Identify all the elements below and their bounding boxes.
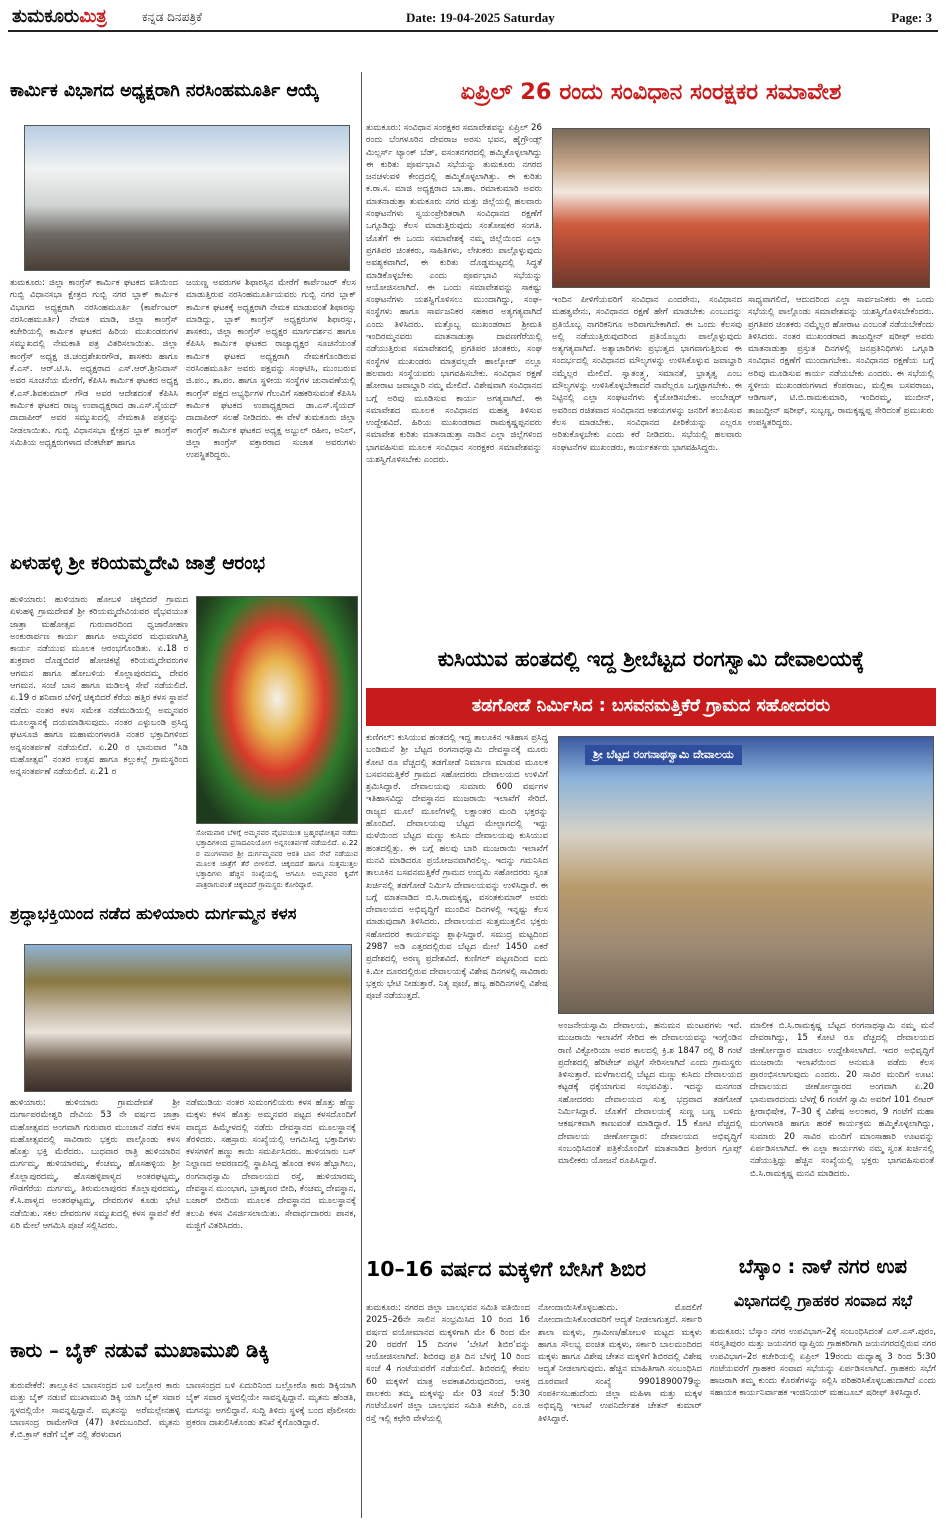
photo-karmika (24, 125, 350, 271)
headline-accident: ಕಾರು – ಬೈಕ್ ನಡುವೆ ಮುಖಾಮುಖಿ ಡಿಕ್ಕಿ (10, 1339, 270, 1362)
article-karimmadevi-col1: ಹುಳಿಯಾರು: ಹುಳಿಯಾರು ಹೋಬಳಿ ಚಿಕ್ಕಬಿದರೆ ಗ್ರಾಮದ ಏಳುಹಳ್ಳಿ ಗ್ರಾಮದೇವತೆ ಶ್ರೀ ಕರಿಯಮ್ಮದೇವಿಯವರ ವೈಭವಯುತ ಜಾತ್ರಾ ಮಹೋತ್ಸವ ಗುರುವಾರದಿಂದ ಧ್ವಜಾರೋಹಣ ಅಂಕುರಾರ್ಪಣ ಕಾರ್ಯ ಹಾಗೂ ಅಮ್ಮನವರ ಮಧುವಣಗಿತ್ತಿ ಕಾರ್ಯ ನಡೆಯುವ ಮೂಲಕ ಆರಂಭಗೊಂಡಿತು. ಏ.18 ರ ಶುಕ್ರವಾರ ದೊಡ್ಡಬಿದರೆ ಹೋಚಿಕಟ್ಟೆ ಕರಿಯಮ್ಮದೇವರುಗಳ ಆಗಮನ ಹಾಗೂ ಹೋಬಳಿಯ ಕೊಲ್ಲಾಪುರದಮ್ಮ ದೇವರ ಆಗಮನ. ಸಂಜೆ ಬಾನ ಹಾಗೂ ಮಡಿಲಕ್ಕಿ ಸೇವೆ ನಡೆಯಲಿದೆ. ಏ.19 ರ ಶನಿವಾರ ಬೆಳಿಗ್ಗೆ ಚಿಕ್ಕಬಿದರೆ ಕೆರೆಯ ಹತ್ತಿರ ಕಳಸ ಸ್ಥಾಪನೆ ನಡೆದು ನಂತರ ಕಳಸ ಸಮೇತ ನಡೆಮುಡಿಯಲ್ಲಿ ಅಮ್ಮನವರ ಮೂಲಸ್ಥಾನಕ್ಕೆ ದಯಮಾಡಿಸುವುದು. ನಂತರ ಎಳ್ಳುಬಂಡಿ ಪ್ರಸಿದ್ಧ ಘಟಸೂಜಿ ಹಾಗೂ ಮಹಾಮಂಗಳಾರತಿ ನಂತರ ಭಕ್ತಾದಿಗಳಿಂದ ಅನ್ನಸಂತರ್ಪಣೆ ನಡೆಯಲಿದೆ. ಏ.20 ರ ಭಾನುವಾರ “ಸಿಡಿ ಮಹೋತ್ಸವ” ನಂತರ ಉತ್ಸವ ಹಾಗೂ ಕಲ್ಲುಕಲ್ಲೆ ಗ್ರಾಮಸ್ಥರಿಂದ ಅನ್ನಸಂತರ್ಪಣೆ ನಡೆಯಲಿದೆ. ಏ.21 ರ (10, 595, 188, 778)
photo-karimmadevi (196, 596, 358, 824)
page-number: Page: 3 (891, 10, 932, 25)
article-karmika-col1: ತುಮಕೂರು: ಜಿಲ್ಲಾ ಕಾಂಗ್ರೆಸ್ ಕಾರ್ಮಿಕ ಘಟಕದ ವತಿಯಿಂದ ಗುಬ್ಬಿ ವಿಧಾನಸಭಾ ಕ್ಷೇತ್ರದ ಗುಬ್ಬಿ ನಗರ ಬ್ಲಾಕ್ ಕಾರ್ಮಿಕ ವಿಭಾಗದ ಅಧ್ಯಕ್ಷರಾಗಿ ನರಸಿಂಹಮೂರ್ತಿ (ಕಾರ್ಪೆಂಟರ್ ನರಸಿಂಹಮೂರ್ತಿ) ನೇಮಕ ಮಾಡಿ, ಜಿಲ್ಲಾ ಕಾಂಗ್ರೆಸ್ ಕಚೇರಿಯಲ್ಲಿ ಕಾರ್ಮಿಕ ಘಟಕದ ಹಿರಿಯ ಮುಖಂಡರುಗಳ ಸಮ್ಮುಖದಲ್ಲಿ ನೇಮಕಾತಿ ಪತ್ರ ವಿತರಿಸಲಾಯಿತು. ಜಿಲ್ಲಾ ಕಾಂಗ್ರೆಸ್ ಅಧ್ಯಕ್ಷ ಜಿ.ಚಂದ್ರಶೇಖರಗೌಡ, ಶಾಸಕರು ಹಾಗೂ ಕೆ.ಎಸ್. ಆರ್.ಟಿ.ಸಿ. ಅಧ್ಯಕ್ಷರಾದ ಎಸ್.ಆರ್.ಶ್ರೀನಿವಾಸ್ ಅವರ ಸೂಚನೆಯ ಮೇರೆಗೆ, ಕೆಪಿಸಿಸಿ ಕಾರ್ಮಿಕ ಘಟಕದ ಅಧ್ಯಕ್ಷ ಕೆ.ಎಸ್.ಶಿವಕುಮಾರ್ ಗೌಡ ಅವರ ಆದೇಶದಂತೆ ಕೆಪಿಸಿಸಿ ಕಾರ್ಮಿಕ ಘಟಕದ ರಾಜ್ಯ ಉಪಾಧ್ಯಕ್ಷರಾದ ಡಾ.ಎಸ್.ಸೈಯದ್ ದಾದಾಪೀರ್ ಅವರ ಸಮ್ಮುಖದಲ್ಲಿ ನೇಮಕಾತಿ ಪತ್ರವನ್ನು ನೀಡಲಾಯಿತು. ಗುಬ್ಬಿ ವಿಧಾನಸಭಾ ಕ್ಷೇತ್ರದ ಬ್ಲಾಕ್ ಕಾಂಗ್ರೆಸ್ ಸಮಿತಿಯ ಅಧ್ಯಕ್ಷರುಗಳಾದ ವೆಂಕಟೇಶ್ ಹಾಗೂ (10, 278, 178, 448)
article-samvidhana-col1: ತುಮಕೂರು: ಸಂವಿಧಾನ ಸಂರಕ್ಷಕರ ಸಮಾವೇಶವನ್ನು ಏಪ್ರಿಲ್ 26 ರಂದು ಬೆಂಗಳೂರಿನ ದೇವರಾಜ ಅರಸು ಭವನ, ಹೈಗ್ರೌಂಡ್ಸ್ ಮಿಲ್ಲರ್ಸ್ ಟ್ಯಾಂಕ್ ಬೆಡ್, ವಸಂತನಗರದಲ್ಲಿ ಹಮ್ಮಿಕೊಳ್ಳಲಾಗಿದ್ದು ಈ ಕುರಿತು ಪೂರ್ವಭಾವಿ ಸಭೆಯನ್ನು ತುಮಕೂರು ನಗರದ ಜನಚಳುವಳಿ ಕೇಂದ್ರದಲ್ಲಿ ಹಮ್ಮಿಕೊಳ್ಳಲಾಗಿತ್ತು. ಈ ಕುರಿತು ಕ.ರಾ.ಸ. ಮಾಜಿ ಅಧ್ಯಕ್ಷರಾದ ಬಾ.ಹಾ. ರಮಾಕುಮಾರಿ ಅವರು ಮಾತನಾಡುತ್ತಾ ತುಮಕೂರು ನಗರ ಮತ್ತು ಜಿಲ್ಲೆಯಲ್ಲಿ ಹಲವಾರು ಸಂಘಟನೆಗಳು ಸ್ವಯಂಪ್ರೇರಿತರಾಗಿ ಸಂವಿಧಾನದ ರಕ್ಷಣೆಗೆ ಒಗ್ಗೂಡಿದ್ದು ಕೆಲಸ ಮಾಡುತ್ತಿರುವುದು ಸಂತೋಷಕರ ಸಂಗತಿ. ಜೊತೆಗೆ ಈ ಒಂದು ಸಮಾವೇಶಕ್ಕೆ ನಮ್ಮ ಜಿಲ್ಲೆಯಿಂದ ಎಲ್ಲಾ ಪ್ರಗತಿಪರ ಚಿಂತಕರು, ಸಾಹಿತಿಗಳು, ಲೇಖಕರು ಪಾಲ್ಗೊಳ್ಳುವುದು ಅವಶ್ಯಕವಾಗಿದೆ, ಈ ಕುರಿತು ದೊಡ್ಡಮಟ್ಟದಲ್ಲಿ ಸಿದ್ಧತೆ ಮಾಡಿಕೊಳ್ಳಬೇಕು ಎಂದು ಪೂರ್ವಭಾವಿ ಸಭೆಯನ್ನು ಆಯೋಜಿಸಲಾಗಿದೆ. ಈ ಒಂದು ಸಮಾವೇಶವನ್ನು ಸಾಕಷ್ಟು ಸಂಘಟನೆಗಳು ಯಶಸ್ವಿಗೊಳಿಸಲು ಮುಂದಾಗಿದ್ದು, ಸಂಘ-ಸಂಸ್ಥೆಗಳು ಹಾಗೂ ಸಾರ್ವಜನಿಕರ ಸಹಕಾರ ಅತ್ಯಗತ್ಯವಾಗಿದೆ ಎಂದು ತಿಳಿಸಿದರು. ಮತ್ತೊಬ್ಬ ಮುಖಂಡರಾದ ಶ್ರೀಮತಿ ಇಂದಿರಮ್ಮನವರು ಮಾತನಾಡುತ್ತಾ ದಾವಣಗೆರೆಯಲ್ಲಿ ನಡೆಯುತ್ತಿರುವ ಸಮಾವೇಶದಲ್ಲಿ ಪ್ರಗತಿಪರ ಚಿಂತಕರು, ಸಂಘ ಸಂಸ್ಥೆಗಳ ಮುಖಂಡರು ಮಾತ್ರವಲ್ಲದೇ ಹಾಲ್ಕೋಡ್ ನಲ್ಲೂ ಹಲವಾರು ಸಂಸ್ಥೆಯವರು ಭಾಗವಹಿಸಬೇಕು. ಸಂವಿಧಾನ ರಕ್ಷಣೆ ಹೋರಾಟ ಜವಾಬ್ದಾರಿ ನಮ್ಮ ಮೇಲಿದೆ. ವಿಶೇಷವಾಗಿ ಸಂವಿಧಾನದ ಬಗ್ಗೆ ಅರಿವು ಮೂಡಿಸುವ ಕಾರ್ಯ ಅಗತ್ಯವಾಗಿದೆ. ಈ ಸಮಾವೇಶದ ಮೂಲಕ ಸಂವಿಧಾನದ ಮಹತ್ವ ತಿಳಿಸುವ ಉದ್ದೇಶವಿದೆ. ಹಿರಿಯ ಮುಖಂಡರಾದ ರಾಮಕೃಷ್ಣಪ್ಪನವರು ಸಮಾವೇಶ ಕುರಿತು ಮಾತನಾಡುತ್ತಾ ನಾಡಿನ ಎಲ್ಲಾ ಜಿಲ್ಲೆಗಳಿಂದ ಭಾಗವಹಿಸುವ ಮೂಲಕ ಸಂವಿಧಾನ ಸಂರಕ್ಷಕರ ಸಮಾವೇಶವನ್ನು ಯಶಸ್ವಿಗೊಳಿಸಬೇಕು ಎಂದರು. (366, 123, 542, 466)
photo-durgamma (24, 944, 352, 1092)
headline-bescom-line2: ವಿಭಾಗದಲ್ಲಿ ಗ್ರಾಹಕರ ಸಂವಾದ ಸಭೆ (733, 1291, 913, 1310)
headline-karmika: ಕಾರ್ಮಿಕ ವಿಭಾಗದ ಅಧ್ಯಕ್ಷರಾಗಿ ನರಸಿಂಹಮೂರ್ತಿ ಆಯ್ಕೆ (10, 81, 319, 101)
article-durgamma-col2: ನಡೆಮುಡಿಯ ನಂತರ ಸುಮಂಗಲಿಯರು ಕಳಸ ಹೊತ್ತು ಹೆಣ್ಣು ಮಕ್ಕಳು ಕಳಸ ಹೊತ್ತು ಅಮ್ಮನವರ ಪಟ್ಟದ ಕಳಸದೊಂದಿಗೆ ವಾದ್ಯದ ಹಿಮ್ಮೇಳದಲ್ಲಿ ನಡೆದು ದೇವಸ್ಥಾನದ ಮೂಲಸ್ಥಾನಕ್ಕೆ ತೆರಳಿದರು. ಸಹಸ್ರಾರು ಸಂಖ್ಯೆಯಲ್ಲಿ ಆಗಮಿಸಿದ್ದ ಭಕ್ತಾದಿಗಳು ಕಳಸಗಳಿಗೆ ಹಣ್ಣು ಕಾಯಿ ಸಮರ್ಪಿಸಿದರು. ಹುಳಿಯಾರು ಬಸ್ ನಿಲ್ದಾಣದ ಆವರಣದಲ್ಲಿ ಸ್ಥಾಪಿಸಿದ್ದ ಹೊಂಡ ಕಳಸ ಹೆಬ್ಬಾಗಿಲು, ರಂಗನಾಥಸ್ವಾಮಿ ದೇವಾಲಯದ ರಸ್ತೆ, ಹುಳಿಯಾರಮ್ಮ ದೇವಸ್ಥಾನ ಮುಂಭಾಗ, ಬ್ರಾಹ್ಮಣರ ಬೀದಿ, ಕೆಂಚಮ್ಮ ದೇವಸ್ಥಾನ, ಬಜಾರ್ ಬೀದಿಯ ಮೂಲಕ ದೇವಸ್ಥಾನದ ಮೂಲಸ್ಥಾನಕ್ಕೆ ತಲುಪಿ ಕಳಸ ವಿಸರ್ಜಿಸಲಾಯಿತು. ಸೇವಾರ್ಥದಾರರು ಪಾನಕ, ಮಜ್ಜಿಗೆ ವಿತರಿಸಿದರು. (186, 1098, 356, 1231)
article-shibira-col1: ತುಮಕೂರು: ನಗರದ ಜಿಲ್ಲಾ ಬಾಲಭವನ ಸಮಿತಿ ವತಿಯಿಂದ 2025–26ನೇ ಸಾಲಿನ ಸಂಭ್ರಮಿಸಿದ 10 ರಿಂದ 16 ವರ್ಷದ ವಯೋಮಾನದ ಮಕ್ಕಳಿಗಾಗಿ ಮೇ 6 ರಿಂದ ಮೇ 20 ರವರೆಗೆ 15 ದಿನಗಳ ‘ಬೇಸಿಗೆ ಶಿಬಿರ’ವನ್ನು ಆಯೋಜಿಸಲಾಗಿದೆ. ಶಿಬಿರವು ಪ್ರತಿ ದಿನ ಬೆಳಗ್ಗೆ 10 ರಿಂದ ಸಂಜೆ 4 ಗಂಟೆಯವರೆಗೆ ನಡೆಯಲಿದೆ. ಶಿಬಿರದಲ್ಲಿ ಕೇವಲ 60 ಮಕ್ಕಳಿಗೆ ಮಾತ್ರ ಅವಕಾಶವಿರುವುದರಿಂದ, ಆಸಕ್ತ ಪಾಲಕರು ತಮ್ಮ ಮಕ್ಕಳನ್ನು ಮೇ 03 ಸಂಜೆ 5:30 ಗಂಟೆಯೊಳಗೆ ಜಿಲ್ಲಾ ಬಾಲಭವನ ಸಮಿತಿ ಕಚೇರಿ, ಎಂ.ಜಿ ರಸ್ತೆ ಇಲ್ಲಿ ಕಛೇರಿ ವೇಳೆಯಲ್ಲಿ (366, 1303, 530, 1424)
article-accident-col1: ತುರುವೇಕೆರೆ: ತಾಲ್ಲೂಕಿನ ಬಾಣಸಂದ್ರದ ಬಳಿ ಬಲ್ಲೋರ ಕಾರು ಮತ್ತು ಬೈಕ್ ನಡುವೆ ಮುಖಾಮುಖಿ ಡಿಕ್ಕಿ ಯಾಗಿ ಬೈಕ್ ಸವಾರ ಸ್ಥಳದಲ್ಲಿಯೇ ಸಾವನ್ನಪ್ಪಿದ್ದಾನೆ. ಮೃತನನ್ನು ಅರೆಮಲ್ಲೇನಹಳ್ಳಿ ಬಾಣಸಂದ್ರ ರಾಮೇಗೌಡ (47) ತಿಳಿದುಬಂದಿದೆ. ಮೃತನು ಕೆ.ಬಿ.ಕ್ರಾಸ್ ಕಡೆಗೆ ಬೈಕ್ ನಲ್ಲಿ ತೆರಳುವಾಗ (10, 1381, 180, 1441)
masthead (8, 4, 938, 32)
headline-shibira: 10–16 ವರ್ಷದ ಮಕ್ಕಳಿಗೆ ಬೇಸಿಗೆ ಶಿಬಿರ (366, 1257, 646, 1281)
headline-durgamma: ಶ್ರದ್ಧಾಭಕ್ತಿಯಿಂದ ನಡೆದ ಹುಳಿಯಾರು ದುರ್ಗಮ್ಮನ ಕಳಸ (10, 904, 297, 923)
issue-date: Date: 19-04-2025 Saturday (406, 10, 555, 25)
subheadline-band (366, 688, 936, 726)
article-karmika-col2: ಜಯಣ್ಣ ಅವರುಗಳ ಶಿಫಾರಸ್ಸಿನ ಮೇರೆಗೆ ಕಾರ್ಪೆಂಟರ್ ಕೆಲಸ ಮಾಡುತ್ತಿರುವ ನರಸಿಂಹಮೂರ್ತಿಯವರು ಗುಬ್ಬಿ ನಗರ ಬ್ಲಾಕ್ ಕಾರ್ಮಿಕ ಘಟಕಕ್ಕೆ ಅಧ್ಯಕ್ಷರಾಗಿ ನೇಮಕ ಮಾಡುವಂತೆ ಶಿಫಾರಸ್ಸು ಮಾಡಿದ್ದು, ಬ್ಲಾಕ್ ಕಾಂಗ್ರೆಸ್ ಅಧ್ಯಕ್ಷರುಗಳ ಶಿಫಾರಸ್ಸು, ಶಾಸಕರು, ಜಿಲ್ಲಾ ಕಾಂಗ್ರೆಸ್ ಅಧ್ಯಕ್ಷರ ಮಾರ್ಗದರ್ಶನ ಹಾಗೂ ಕೆಪಿಸಿಸಿ ಕಾರ್ಮಿಕ ಘಟಕದ ರಾಜ್ಯಾಧ್ಯಕ್ಷರ ಸೂಚನೆಯಂತೆ ಕಾರ್ಮಿಕ ಘಟಕದ ಅಧ್ಯಕ್ಷರಾಗಿ ನೇಮಕಗೊಂಡಿರುವ ನರಸಿಂಹಮೂರ್ತಿ ಅವರು ಪಕ್ಷವನ್ನು ಸಂಘಟಿಸಿ, ಮುಂಬರುವ ಜಿ.ಪಂ., ತಾ.ಪಂ. ಹಾಗೂ ಸ್ಥಳೀಯ ಸಂಸ್ಥೆಗಳ ಚುನಾವಣೆಯಲ್ಲಿ ಕಾಂಗ್ರೆಸ್ ಪಕ್ಷದ ಅಭ್ಯರ್ಥಿಗಳ ಗೆಲುವಿಗೆ ಸಹಕರಿಸುವಂತೆ ಕೆಪಿಸಿಸಿ ಕಾರ್ಮಿಕ ಘಟಕದ ಉಪಾಧ್ಯಕ್ಷರಾದ ಡಾ.ಎಸ್.ಸೈಯದ್ ದಾದಾಪೀರ್ ಸಲಹೆ ನೀಡಿದರು. ಈ ವೇಳೆ ತುಮಕೂರು ಜಿಲ್ಲಾ ಕಾಂಗ್ರೆಸ್ ಕಾರ್ಮಿಕ ಘಟಕದ ಅಧ್ಯಕ್ಷ ಅಬ್ದುಲ್ ರಹೀಂ, ಅನಿಲ್, ಜಿಲ್ಲಾ ಕಾಂಗ್ರೆಸ್ ವಕ್ತಾರರಾದ ಸುಜಾತ ಅವರುಗಳು ಉಪಸ್ಥಿತರಿದ್ದರು. (186, 278, 356, 461)
article-shibira-col2: ನೋಂದಾಯಿಸಿಕೊಳ್ಳಬಹುದು. ಮೊದಲಿಗೆ ನೋಂದಾಯಿಸಿಕೊಂಡವರಿಗೆ ಆದ್ಯತೆ ನೀಡಲಾಗುತ್ತದೆ. ಸರ್ಕಾರಿ ಶಾಲಾ ಮಕ್ಕಳು, ಗ್ರಾಮೀಣ/ಹೋಬಳಿ ಮಟ್ಟದ ಮಕ್ಕಳು ಹಾಗೂ ಸೌಲಭ್ಯ ವಂಚಿತ ಮಕ್ಕಳು, ಸರ್ಕಾರಿ ಬಾಲಮಂದಿರದ ಮಕ್ಕಳು ಹಾಗೂ ವಿಶೇಷ ಚೇತನ ಮಕ್ಕಳಿಗೆ ಶಿಬಿರದಲ್ಲಿ ವಿಶೇಷ ಆದ್ಯತೆ ನೀಡಲಾಗುವುದು. ಹೆಚ್ಚಿನ ಮಾಹಿತಿಗಾಗಿ ಸಂಬಂಧಿಸಿದ ದೂರವಾಣಿ ಸಂಖ್ಯೆ 9901890079ನ್ನು ಸಂಪರ್ಕಿಸಬಹುದೆಂದು ಜಿಲ್ಲಾ ಮಹಿಳಾ ಮತ್ತು ಮಕ್ಕಳ ಅಭಿವೃದ್ಧಿ ಇಲಾಖೆ ಉಪನಿರ್ದೇಶಕ ಚೇತನ್ ಕುಮಾರ್ ತಿಳಿಸಿದ್ದಾರೆ. (538, 1303, 702, 1424)
article-rangaswamy-col2: ಅಂಜನೇಯಸ್ವಾಮಿ ದೇವಾಲಯ, ಹನುಮನ ಮಂಟಪಗಳು ಇವೆ. ಮುಜರಾಯಿ ಇಲಾಖೆಗೆ ಸೇರಿದ ಈ ದೇವಾಲಯವನ್ನು ಇಂಗ್ಲೆಂಡಿನ ರಾಣಿ ವಿಕ್ಟೋರಿಯಾ ಅವರ ಕಾಲದಲ್ಲಿ ಕ್ರಿ.ಶ 1847 ರಲ್ಲಿ 8 ಗಂಟೆ ಪ್ರದೇಶದಲ್ಲಿ ಹೆರಿಟೇಜ್ ಪಟ್ಟಿಗೆ ಸೇರಿಸಲಾಗಿದೆ ಎಂದು ಗ್ರಾಮಸ್ಥರು ತಿಳಿಸುತ್ತಾರೆ. ಮಳೆಗಾಲದಲ್ಲಿ ಬೆಟ್ಟದ ಮಣ್ಣು ಕುಸಿದು ದೇವಾಲಯದ ಕಟ್ಟಡಕ್ಕೆ ಧಕ್ಕೆಯಾಗುವ ಸಂಭವವಿತ್ತು. ಇದನ್ನು ಮನಗಂಡ ಸಹೋದರರು ದೇವಾಲಯದ ಸುತ್ತ ಭದ್ರವಾದ ತಡಗೋಡೆ ನಿರ್ಮಿಸಿದ್ದಾರೆ. ಜೊತೆಗೆ ದೇವಾಲಯಕ್ಕೆ ಸುಣ್ಣ ಬಣ್ಣ ಬಳಿದು ಆಕರ್ಷಕವಾಗಿ ಕಾಣುವಂತೆ ಮಾಡಿದ್ದಾರೆ. 15 ಕೋಟಿ ವೆಚ್ಚದಲ್ಲಿ ದೇವಾಲಯ ಜೀರ್ಣೋದ್ಧಾರ: ದೇವಾಲಯದ ಅಭಿವೃದ್ಧಿಗೆ ಸಂಬಂಧಿಸಿದಂತೆ ಪತ್ರಿಕೆಯೊಂದಿಗೆ ಮಾತನಾಡಿದ ಶ್ರೀರಂಗ ಗ್ರೂಪ್ಸ್ ಮಾಲೀಕರು ಯೋಜನೆ ರೂಪಿಸಿದ್ದಾರೆ. (558, 1021, 742, 1167)
article-bescom-col1: ತುಮಕೂರು: ಬೆಸ್ಕಾಂ ನಗರ ಉಪವಿಭಾಗ–2ಕ್ಕೆ ಸಂಬಂಧಿಸಿದಂತೆ ಎಸ್.ಎಸ್.ಪುರಂ, ಸರಸ್ವತಿಪುರಂ ಮತ್ತು ಜಯನಗರ ವ್ಯಾಪ್ತಿಯ ಗ್ರಾಹಕರಿಗಾಗಿ ಜಯನಗರದಲ್ಲಿರುವ ನಗರ ಉಪವಿಭಾಗ–2ರ ಕಚೇರಿಯಲ್ಲಿ ಏಪ್ರಿಲ್ 19ರಂದು ಮಧ್ಯಾಹ್ನ 3 ರಿಂದ 5:30 ಗಂಟೆಯವರೆಗೆ ಗ್ರಾಹಕರ ಸಂವಾದ ಸಭೆಯನ್ನು ಏರ್ಪಡಿಸಲಾಗಿದೆ. ಗ್ರಾಹಕರು ಸಭೆಗೆ ಹಾಜರಾಗಿ ತಮ್ಮ ಕುಂದು ಕೊರತೆಗಳನ್ನು ಸಲ್ಲಿಸಿ ಪರಿಹರಿಸಿಕೊಳ್ಳಬಹುದಾಗಿದೆ ಎಂದು ಸಹಾಯಕ ಕಾರ್ಯನಿರ್ವಾಹಕ ಇಂಜಿನಿಯರ್ ಮಹಬೂಬ್ ಷರೀಫ್ ತಿಳಿಸಿದ್ದಾರೆ. (710, 1327, 936, 1399)
article-samvidhana-col3: ಸಾಧ್ಯವಾಗಲಿದೆ, ಆದುದರಿಂದ ಎಲ್ಲಾ ಸಾರ್ವಜನಿಕರು ಈ ಒಂದು ಸಭೆಯಲ್ಲಿ ಪಾಲ್ಗೊಂಡು ಸಮಾವೇಶವನ್ನು ಯಶಸ್ವಿಗೊಳಿಸಬೇಕೆಂದರು. ಪ್ರಗತಿಪರ ಚಿಂತಕರು ನಮ್ಮೆಲ್ಲರ ಹೋರಾಟ ಎಂಬಂತೆ ನಡೆಯಬೇಕೆಂದು ತಿಳಿಸಿದರು. ನಂತರ ಮುಖಂಡರಾದ ತಾಜುದ್ದೀನ್ ಷರೀಫ್ ಅವರು ಮಾತನಾಡುತ್ತಾ ಪ್ರಸ್ತುತ ದಿನಗಳಲ್ಲಿ ಜನಪ್ರತಿನಿಧಿಗಳು ಒಗ್ಗೂಡಿ ಸಂವಿಧಾನ ರಕ್ಷಣೆಗೆ ಮುಂದಾಗಬೇಕು. ಸಂವಿಧಾನದ ರಕ್ಷಣೆಯ ಬಗ್ಗೆ ಅರಿವು ಮೂಡಿಸುವ ಕಾರ್ಯ ನಡೆಯಬೇಕು ಎಂದರು. ಈ ಸಭೆಯಲ್ಲಿ ಸ್ಥಳೀಯ ಮುಖಂಡರುಗಳಾದ ಕೆಂಪರಾಜು, ಮಲ್ಲಿಕಾ ಬಸವರಾಜು, ಆಡಿಗಾಸ್, ಟಿ.ಬಿ.ರಾಮಕುಮಾರಿ, ಇಂದಿರಮ್ಮ, ಮುಬೀನ್, ತಾಜುದ್ದೀನ್ ಷರೀಫ್, ಸುಬ್ಬಣ್ಣ, ರಾಮಕೃಷ್ಣಪ್ಪ ಸೇರಿದಂತೆ ಪ್ರಮುಖರು ಉಪಸ್ಥಿತರಿದ್ದರು. (748, 295, 934, 428)
article-rangaswamy-col3: ಮಾಲೀಕ ಬಿ.ಸಿ.ರಾಮಕೃಷ್ಣ ಬೆಟ್ಟದ ರಂಗನಾಥಸ್ವಾಮಿ ನಮ್ಮ ಮನೆ ದೇವರಾಗಿದ್ದು, 15 ಕೋಟಿ ರೂ ವೆಚ್ಚದಲ್ಲಿ ದೇವಾಲಯದ ಜೀರ್ಣೋದ್ಧಾರ ಮಾಡಲು ಉದ್ದೇಶಿಸಲಾಗಿದೆ. ಇದರ ಅಭಿವೃದ್ಧಿಗೆ ಮುಜರಾಯಿ ಇಲಾಖೆಯಿಂದ ಅನುಮತಿ ಪಡೆದು ಕೆಲಸ ಪ್ರಾರಂಭಿಸಲಾಗುವುದು ಎಂದರು. 20 ಸಾವಿರ ಮಂದಿಗೆ ಊಟ: ದೇವಾಲಯದ ಜೀರ್ಣೋದ್ಧಾರದ ಅಂಗವಾಗಿ ಏ.20 ಭಾನುವಾರದಂದು ಬೆಳಗ್ಗೆ 6 ಗಂಟೆಗೆ ಸ್ವಾಮಿ ಅವರಿಗೆ 101 ಲೀಟರ್ ಕ್ಷೀರಾಭಿಷೇಕ, 7–30 ಕ್ಕೆ ವಿಶೇಷ ಅಲಂಕಾರ, 9 ಗಂಟೆಗೆ ಮಹಾ ಮಂಗಳಾರತಿ ಹಾಗೂ ಹರಕೆ ಕಾರ್ಯಕ್ರಮ ಹಮ್ಮಿಕೊಳ್ಳಲಾಗಿದ್ದು, ಸುಮಾರು 20 ಸಾವಿರ ಮಂದಿಗೆ ಮಾಂಸಾಹಾರಿ ಊಟವನ್ನು ಏರ್ಪಡಿಸಲಾಗಿದೆ. ಈ ಎಲ್ಲಾ ಕಾರ್ಯಗಳು ನಮ್ಮ ಸ್ವಂತ ಖರ್ಚಿನಲ್ಲಿ ನಡೆಯುತ್ತಿದ್ದು ಹೆಚ್ಚಿನ ಸಂಖ್ಯೆಯಲ್ಲಿ ಭಕ್ತರು ಭಾಗವಹಿಸುವಂತೆ ಬಿ.ಸಿ.ರಾಮಕೃಷ್ಣ ಮನವಿ ಮಾಡಿದರು. (750, 1021, 934, 1179)
photo-samvidhana (552, 128, 930, 288)
headline-karimmadevi: ಏಳುಹಳ್ಳಿ ಶ್ರೀ ಕರಿಯಮ್ಮದೇವಿ ಜಾತ್ರೆ ಆರಂಭ (10, 553, 266, 574)
temple-signboard: ಶ್ರೀ ಬೆಟ್ಟದ ರಂಗನಾಥಸ್ವಾಮಿ ದೇವಾಲಯ (585, 745, 742, 765)
article-accident-col2: ಬಾಣಸಂದ್ರದ ಬಳಿ ಏದುರಿನಿಂದ ಬಲ್ಲೋರೊ ಕಾರು ಡಿಕ್ಕಿಯಾಗಿ ಬೈಕ್ ಸವಾರ ಸ್ಥಳದಲ್ಲಿಯೇ ಸಾವನ್ನಪ್ಪಿದ್ದಾನೆ. ಮೃತನು ಹೆಂಡತಿ, ಮಗನನ್ನು ಅಗಲಿದ್ದಾನೆ. ಸುದ್ದಿ ತಿಳಿದು ಸ್ಥಳಕ್ಕೆ ಬಂದ ಪೊಲೀಸರು ಪ್ರಕರಣ ದಾಖಲಿಸಿಕೊಂಡು ತನಿಖೆ ಕೈಗೊಂಡಿದ್ದಾರೆ. (186, 1381, 356, 1428)
photo-rangaswamy (558, 736, 934, 1014)
headline-bescom-line1: ಬೆಸ್ಕಾಂ : ನಾಳೆ ನಗರ ಉಪ (738, 1255, 908, 1278)
subheadline-rangaswamy: ತಡಗೋಡೆ ನಿರ್ಮಿಸಿದ : ಬಸವನಮತ್ತಿಕೆರೆ ಗ್ರಾಮದ ಸಹೋದರರು (471, 696, 831, 717)
headline-samvidhana: ಏಪ್ರಿಲ್ 26 ರಂದು ಸಂವಿಧಾನ ಸಂರಕ್ಷಕರ ಸಮಾವೇಶ (460, 79, 842, 105)
article-rangaswamy-col1: ಕುಣಿಗಲ್: ಕುಸಿಯುವ ಹಂತದಲ್ಲಿ ಇದ್ದ ತಾಲೂಕಿನ ಇತಿಹಾಸ ಪ್ರಸಿದ್ಧ ಬಂಡಿಮನೆ ಶ್ರೀ ಬೆಟ್ಟದ ರಂಗನಾಥಸ್ವಾಮಿ ದೇವಸ್ಥಾನಕ್ಕೆ ಮೂರು ಕೋಟಿ ರೂ ವೆಚ್ಚದಲ್ಲಿ ತಡಗೋಡೆ ನಿರ್ಮಾಣ ಮಾಡುವ ಮೂಲಕ ಬಸವನಮತ್ತಿಕೆರೆ ಗ್ರಾಮದ ಸಹೋದರರು ದೇವಾಲಯದ ಉಳಿವಿಗೆ ಶ್ರಮಿಸಿದ್ದಾರೆ. ದೇವಾಲಯವು ಸುಮಾರು 600 ವರ್ಷಗಳ ಇತಿಹಾಸವಿದ್ದು ದೇವಸ್ಥಾನದ ಮುಜರಾಯಿ ಇಲಾಖೆಗೆ ಸೇರಿದೆ. ರಾಜ್ಯದ ಮೂಲೆ ಮೂಲೆಗಳಲ್ಲಿ ಲಕ್ಷಾಂತರ ಮಂದಿ ಭಕ್ತರನ್ನು ಹೊಂದಿದೆ. ದೇವಾಲಯವು ಬೆಟ್ಟದ ಮೇಲ್ಭಾಗದಲ್ಲಿ ಇದ್ದು ಮಳೆಯಿಂದ ಬೆಟ್ಟದ ಮಣ್ಣು ಕುಸಿದು ದೇವಾಲಯವು ಕುಸಿಯುವ ಹಂತದಲ್ಲಿತ್ತು. ಈ ಬಗ್ಗೆ ಹಲವು ಬಾರಿ ಮುಜರಾಯಿ ಇಲಾಖೆಗೆ ಮನವಿ ಮಾಡಿದರೂ ಪ್ರಯೋಜನವಾಗಿರಲಿಲ್ಲ. ಇದನ್ನು ಗಮನಿಸಿದ ತಾಲೂಕಿನ ಬಸವನಮತ್ತಿಕೆರೆ ಗ್ರಾಮದ ಉದ್ಯಮಿ ಸಹೋದರರು ಸ್ವಂತ ಖರ್ಚಿನಲ್ಲಿ ತಡಗೋಡೆ ನಿರ್ಮಿಸಿ ದೇವಾಲಯವನ್ನು ಉಳಿಸಿದ್ದಾರೆ. ಈ ಬಗ್ಗೆ ಮಾತನಾಡಿದ ಬಿ.ಸಿ.ರಾಮಕೃಷ್ಣ, ವಸಂತಕುಮಾರ್ ಅವರು ದೇವಾಲಯದ ಅಭಿವೃದ್ಧಿಗೆ ಮುಂದಿನ ದಿನಗಳಲ್ಲಿ ಇನ್ನಷ್ಟು ಕೆಲಸ ಮಾಡುವುದಾಗಿ ತಿಳಿಸಿದರು. ದೇವಾಲಯದ ಸುತ್ತಮುತ್ತಲಿನ ಭಕ್ತರು ಸಹೋದರರ ಕಾರ್ಯವನ್ನು ಶ್ಲಾಘಿಸಿದ್ದಾರೆ. ಸಮುದ್ರ ಮಟ್ಟದಿಂದ 2987 ಅಡಿ ಎತ್ತರದಲ್ಲಿರುವ ಬೆಟ್ಟದ ಮೇಲೆ 1450 ಎಕರೆ ಪ್ರದೇಶದಲ್ಲಿ ಅರಣ್ಯ ಪ್ರದೇಶವಿದೆ. ಕುಣಿಗಲ್ ಪಟ್ಟಣದಿಂದ ಐದು ಕಿ.ಮೀ ದೂರದಲ್ಲಿರುವ ದೇವಾಲಯಕ್ಕೆ ವಿಶೇಷ ದಿನಗಳಲ್ಲಿ ಸಾವಿರಾರು ಭಕ್ತರು ಭೇಟಿ ನೀಡುತ್ತಾರೆ. ನಿತ್ಯ ಪೂಜೆ, ಹಬ್ಬ ಹರಿದಿನಗಳಲ್ಲಿ ವಿಶೇಷ ಪೂಜೆ ನಡೆಯುತ್ತದೆ. (366, 733, 548, 1002)
article-karimmadevi-col2: ಸೋಮವಾರ ಬೆಳಿಗ್ಗೆ ಅಮ್ಮನವರ ವೈಭವಯುತ ಬ್ರಹ್ಮರಥೋತ್ಸವ ನಡೆದು ಭಕ್ತಾದಿಗಳಿಂದ ಪ್ರಸಾದವಿನಿಯೋಗ ಅನ್ನಸಂತರ್ಪಣೆ ನಡೆಯಲಿದೆ. ಏ.22 ರ ಮಂಗಳವಾರ ಶ್ರೀ ದುರ್ಗಮ್ಮನವರ ಆರತಿ ಬಾನ ಸೇವೆ ನಡೆಯುವ ಮೂಲಕ ಜಾತ್ರೆಗೆ ತೆರೆ ಬೀಳಲಿದೆ. ಚಿಕ್ಕಬಿದರೆ ಹಾಗೂ ಸುತ್ತಮುತ್ತಲ ಭಕ್ತಾದಿಗಳು ಹೆಚ್ಚಿನ ಸಂಖ್ಯೆಯಲ್ಲಿ ಆಗಮಿಸಿ ಅಮ್ಮನವರ ಕೃಪೆಗೆ ಪಾತ್ರರಾಗುವಂತೆ ಚಿಕ್ಕಬಿದರೆ ಗ್ರಾಮಸ್ಥರು ಕೋರಿದ್ದಾರೆ. (196, 828, 358, 889)
article-samvidhana-col2: ಇಂದಿನ ಪೀಳಿಗೆಯವರಿಗೆ ಸಂವಿಧಾನ ಎಂದರೇನು, ಸಂವಿಧಾನದ ಮಹತ್ವವೇನು, ಸಂವಿಧಾನದ ರಕ್ಷಣೆ ಹೇಗೆ ಮಾಡಬೇಕು ಎಂಬುದನ್ನು ಪ್ರತಿಯೊಬ್ಬ ನಾಗರಿಕನಿಗೂ ಅರಿವಾಗಬೇಕಾಗಿದೆ. ಈ ಒಂದು ಕೆಲಸವು ಅಲ್ಲಿ ನಡೆಯುತ್ತಿರುವುದರಿಂದ ಪ್ರತಿಯೊಬ್ಬರು ಪಾಲ್ಗೊಳ್ಳುವುದು ಅತ್ಯಗತ್ಯವಾಗಿದೆ. ಅತ್ಯಾಚಾರಿಗಳು ಪ್ರಭುತ್ವದ ಭಾಗವಾಗುತ್ತಿರುವ ಈ ಸಂದರ್ಭದಲ್ಲಿ ಸಂವಿಧಾನದ ಮೌಲ್ಯಗಳನ್ನು ಉಳಿಸಿಕೊಳ್ಳುವ ಜವಾಬ್ದಾರಿ ನಮ್ಮೆಲ್ಲರ ಮೇಲಿದೆ. ಸ್ವಾತಂತ್ರ್ಯ, ಸಮಾನತೆ, ಭ್ರಾತೃತ್ವ ಎಂಬ ಮೌಲ್ಯಗಳನ್ನು ಉಳಿಸಿಕೊಳ್ಳಬೇಕಾದರೆ ನಾವೆಲ್ಲರೂ ಒಗ್ಗಟ್ಟಾಗಬೇಕು. ಈ ನಿಟ್ಟಿನಲ್ಲಿ ಎಲ್ಲಾ ಸಂಘಟನೆಗಳು ಕೈಜೋಡಿಸಬೇಕು. ಅಂಬೇಡ್ಕರ್ ಅವರಿಂದ ರಚಿತವಾದ ಸಂವಿಧಾನದ ಆಶಯಗಳನ್ನು ಜನರಿಗೆ ತಲುಪಿಸುವ ಕೆಲಸ ಮಾಡಬೇಕು. ಸಂವಿಧಾನದ ಪೀಠಿಕೆಯನ್ನು ಎಲ್ಲರೂ ಅರಿತುಕೊಳ್ಳಬೇಕು ಎಂದು ಕರೆ ನೀಡಿದರು. ಸಭೆಯಲ್ಲಿ ಹಲವಾರು ಸಂಘಟನೆಗಳ ಮುಖಂಡರು, ಕಾರ್ಯಕರ್ತರು ಭಾಗವಹಿಸಿದ್ದರು. (552, 295, 742, 453)
newspaper-logo: ತುಮಕೂರುಮಿತ್ರ (12, 6, 107, 27)
column-rule (361, 72, 362, 1518)
masthead-tagline: ಕನ್ನಡ ದಿನಪತ್ರಿಕೆ (142, 10, 203, 24)
headline-rangaswamy: ಕುಸಿಯುವ ಹಂತದಲ್ಲಿ ಇದ್ದ ಶ್ರೀಬೆಟ್ಟದ ರಂಗಸ್ವಾಮಿ ದೇವಾಲಯಕ್ಕೆ (437, 647, 865, 671)
article-durgamma-col1: ಹುಳಿಯಾರು: ಹುಳಿಯಾರು ಗ್ರಾಮದೇವತೆ ಶ್ರೀ ದುರ್ಗಾಪರಮೇಶ್ವರಿ ದೇವಿಯ 53 ನೇ ವರ್ಷದ ಜಾತ್ರಾ ಮಹೋತ್ಸವದ ಅಂಗವಾಗಿ ಗುರುವಾರ ಮುಂಜಾನೆ ನಡೆದ ಕಳಸ ಮಹೋತ್ಸವದಲ್ಲಿ ಸಾವಿರಾರು ಭಕ್ತರು ಪಾಲ್ಗೊಂಡು ಕಳಸ ಹೊತ್ತು ಭಕ್ತಿ ಮೆರೆದರು. ಬುಧವಾರ ರಾತ್ರಿ ಹುಳಿಯಾರಿನ ದುರ್ಗಮ್ಮ, ಹುಳಿಯಾರಮ್ಮ, ಕೆಂಚಮ್ಮ, ಹೊಸಹಳ್ಳಿಯ ಶ್ರೀ ಕೊಲ್ಲಾಪುರದಮ್ಮ, ಹೊಸಹಳ್ಳಿಪಾಳ್ಯದ ಅಂತರಘಟ್ಟಮ್ಮ, ಗೌಡಗೆರೆಯ ದುರ್ಗಮ್ಮ, ತಿರುಮಲಾಪುರದ ಕೊಲ್ಲಾಪುರದಮ್ಮ, ಕೆ.ಸಿ.ಪಾಳ್ಯದ ಅಂತರಘಟ್ಟಮ್ಮ, ದೇವರುಗಳ ಕೂಡು ಭೇಟಿ ನಡೆಯಿತು. ಸಕಲ ದೇವರುಗಳ ಸಮ್ಮುಖದಲ್ಲಿ ಕಳಸ ಸ್ಥಾಪನೆ ಕೆರೆ ಏರಿ ಮೇಲೆ ಆಗಮಿಸಿ ಪೂಜೆ ಸಲ್ಲಿಸಿದರು. (10, 1098, 180, 1231)
